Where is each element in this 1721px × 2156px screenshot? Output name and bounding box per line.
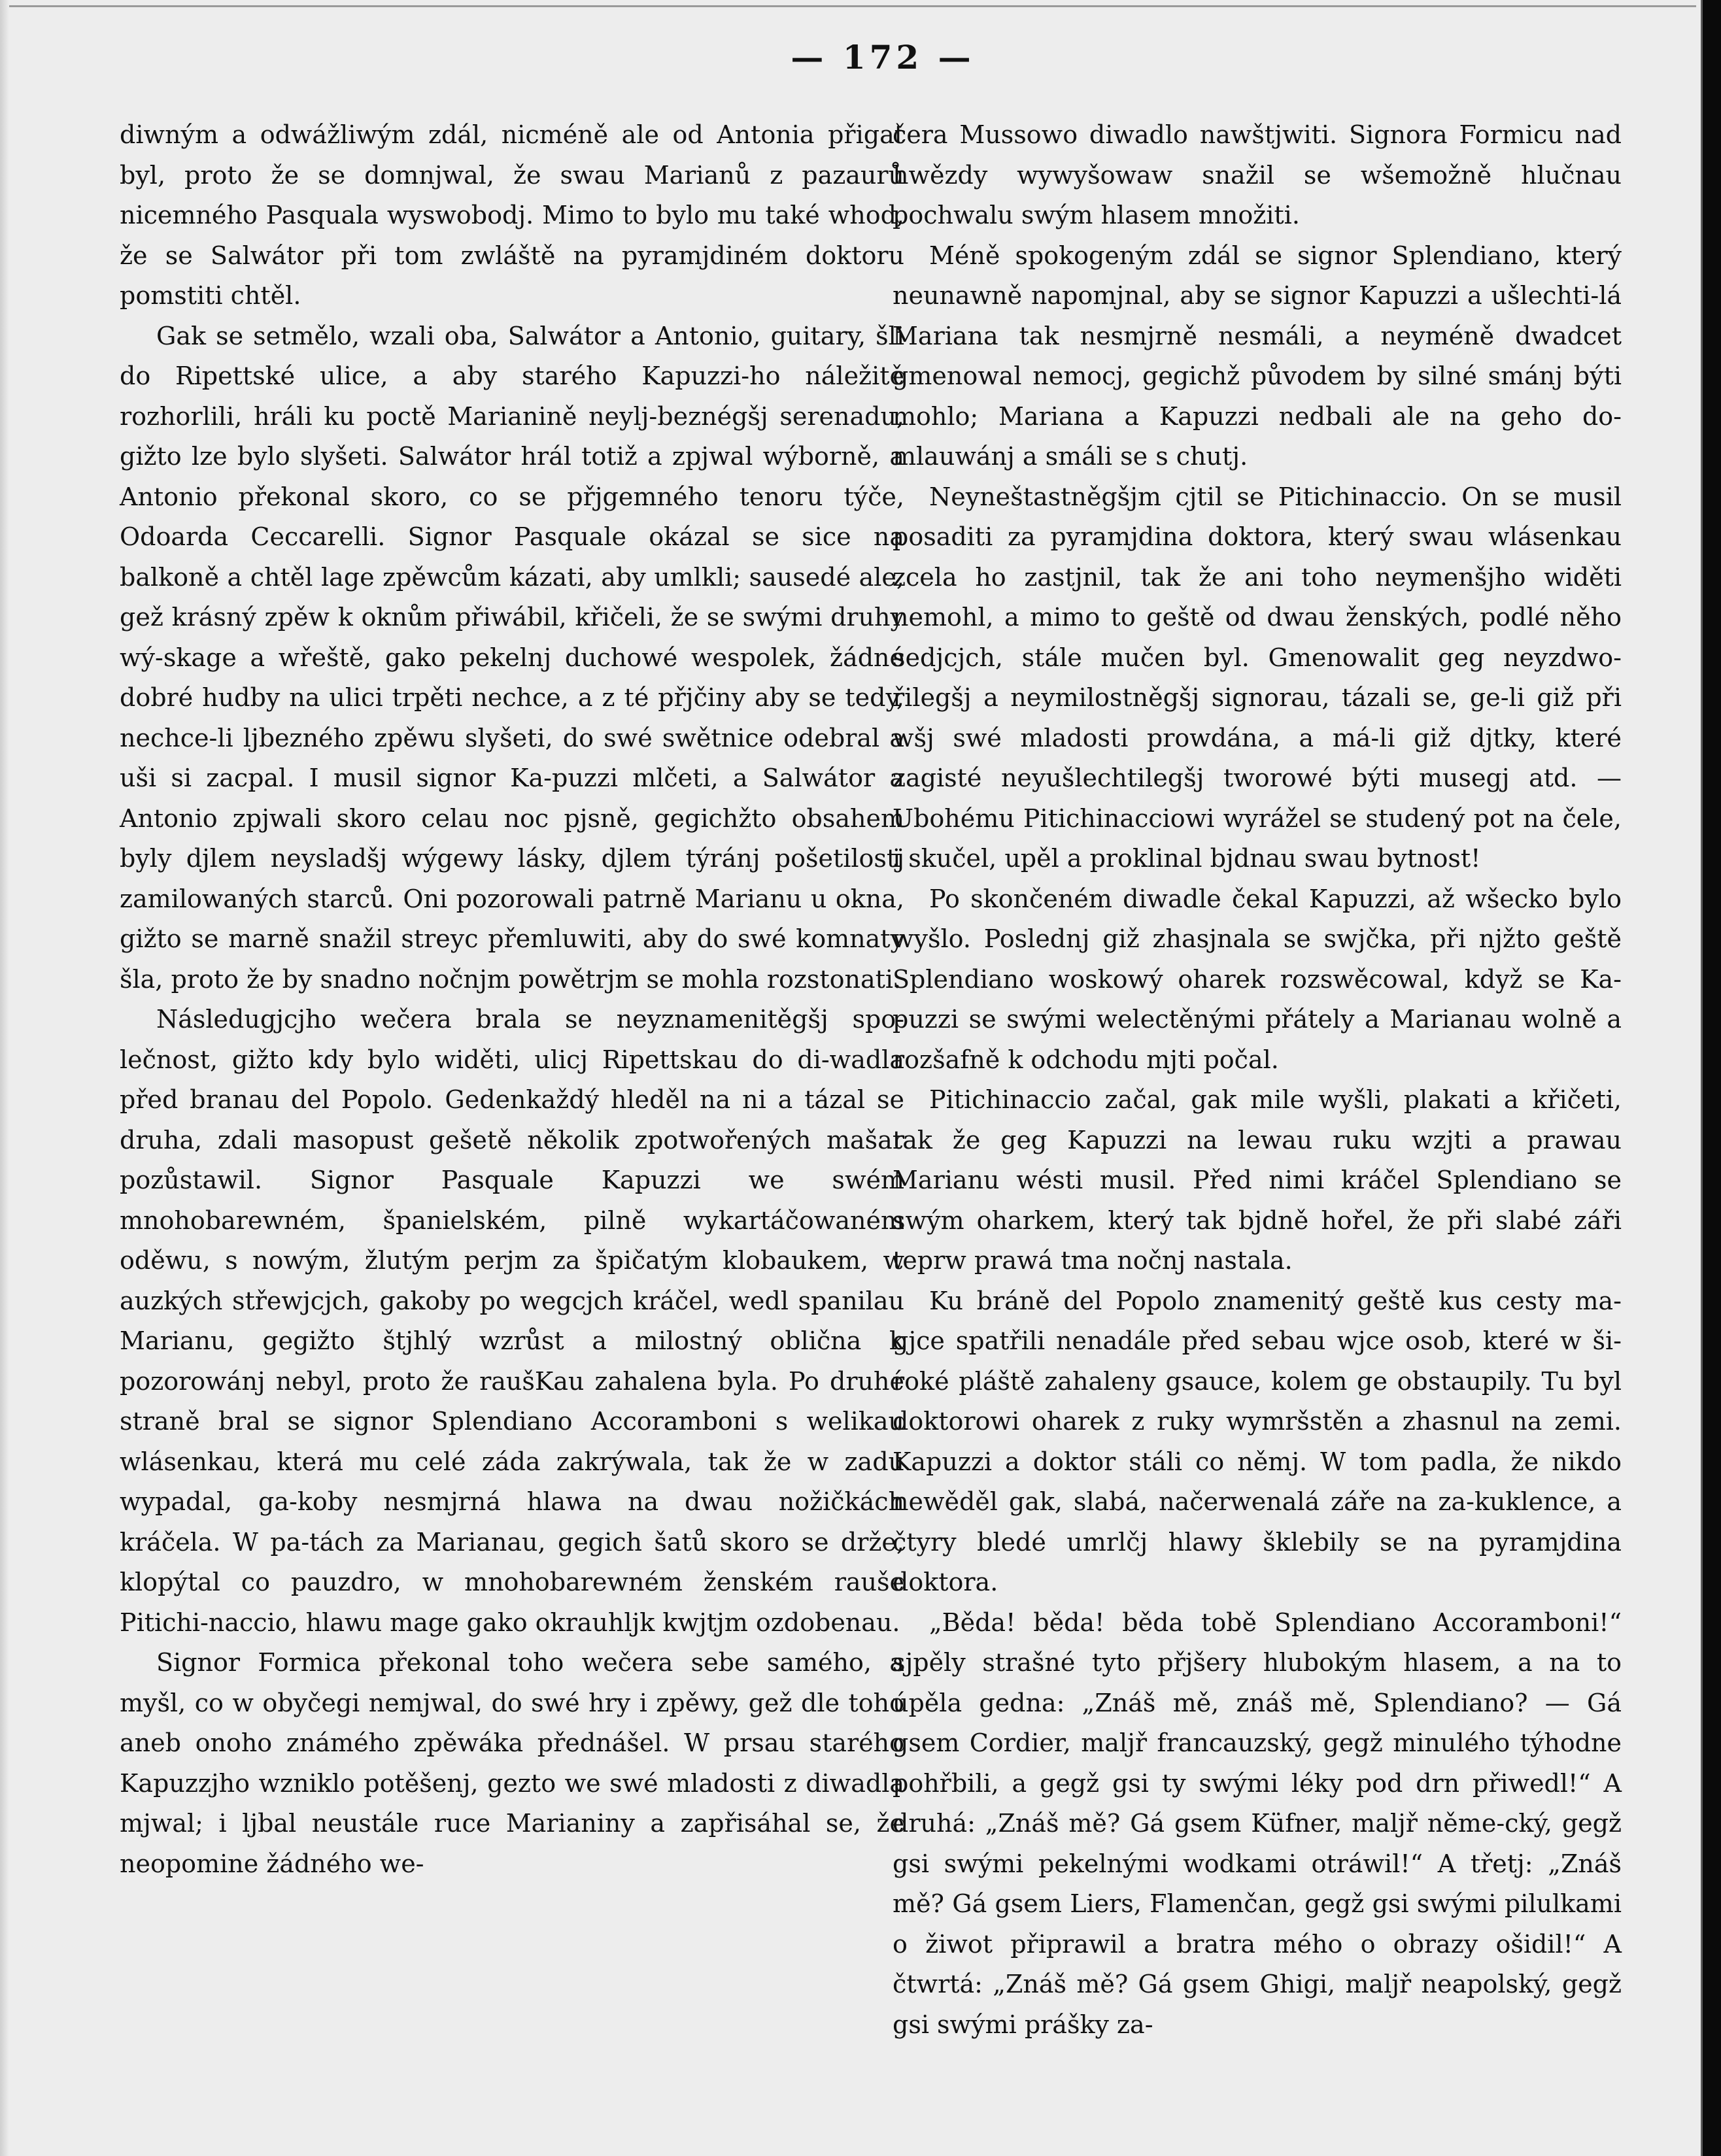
binding-edge bbox=[0, 0, 9, 2156]
paragraph: diwným a odwážliwým zdál, nicméně ale od Antonia přigat byl, proto že se domnjwal, že swau Marianů z pazaurů nicemného Pasquala wyswobodj. Mimo to bylo mu také whod, že se Salwátor při tom zwláště na pyramjdiném doktoru pomstiti chtěl. bbox=[120, 120, 904, 310]
paragraph: Gak se setmělo, wzali oba, Salwátor a Antonio, guitary, šli do Ripettské ulice, a aby starého Kapuzzi-ho náležitě rozhorlili, hráli ku poctě Marianině neylj-beznégšj serenadu, gižto lze bylo slyšeti. Salwátor hrál totiž a zpjwal wýborně, a Antonio překonal skoro, co se přjgemného tenoru týče, Odoarda Ceccarelli. Signor Pasquale okázal se sice na balkoně a chtěl lage zpěwcům kázati, aby umlkli; sausedé ale, gež krásný zpěw k oknům přiwábil, křičeli, že se swými druhy wý-skage a wřeště, gako pekelnj duchowé wespolek, žádné dobré hudby na ulici trpěti nechce, a z té přjčiny aby se tedy, nechce-li ljbezného zpěwu slyšeti, do swé swětnice odebral a uši si zacpal. I musil signor Ka-puzzi mlčeti, a Salwátor a Antonio zpjwali skoro celau noc pjsně, gegichžto obsahem byly djlem neysladšj wýgewy lásky, djlem týránj pošetilostj zamilowaných starců. Oni pozorowali patrně Marianu u okna, gižto se marně snažil streyc přemluwiti, aby do swé komnaty šla, proto že by snadno nočnjm powětrjm se mohla rozstonati. bbox=[120, 321, 904, 994]
paragraph: Signor Formica překonal toho wečera sebe samého, a myšl, co w obyčegi nemjwal, do swé hry i zpěwy, gež dle toho aneb onoho známého zpěwáka přednášel. W prsau starého Kapuzzjho wzniklo potěšenj, gezto we swé mladosti z diwadla mjwal; i ljbal neustále ruce Marianiny a zapřisáhal se, že neopomine žádného we- bbox=[120, 1648, 904, 1878]
right-column bbox=[893, 115, 1622, 2045]
paragraph: „Běda! běda! běda tobě Splendiano Accoramboni!“ sjpěly strašné tyto přjšery hlubokým hlasem, a na to úpěla gedna: „Znáš mě, znáš mě, Splendiano? — Gá gsem Cordier, maljř francauzský, gegž minulého týhodne pohřbili, a gegž gsi ty swými léky pod drn přiwedl!“ A druhá: „Znáš mě? Gá gsem Küfner, maljř něme-cký, gegž gsi swými pekelnými wodkami otráwil!“ A třetj: „Znáš mě? Gá gsem Liers, Flamenčan, gegž gsi swými pilulkami o žiwot připrawil a bratra mého o obrazy ošidil!“ A čtwrtá: „Znáš mě? Gá gsem Ghigi, maljř neapolský, gegž gsi swými prášky za- bbox=[893, 1608, 1622, 2039]
page-number: — 172 — bbox=[791, 38, 975, 76]
paragraph: Po skončeném diwadle čekal Kapuzzi, až wšecko bylo wyšlo. Poslednj giž zhasjnala se swjčka, při njžto geště Splendiano woskowý oharek rozswěcowal, když se Ka-puzzi se swými welectěnými přátely a Marianau wolně a rozšafně k odchodu mjti počal. bbox=[893, 884, 1622, 1074]
paragraph: Neyneštastněgšjm cjtil se Pitichinaccio. On se musil posaditi za pyramjdina doktora, který swau wlásenkau zcela ho zastjnil, tak že ani toho neymenšjho widěti nemohl, a mimo to geště od dwau ženských, podlé něho sedjcjch, stále mučen byl. Gmenowalit geg neyzdwo-řilegšj a neymilostněgšj signorau, tázali se, ge-li giž při wšj swé mladosti prowdána, a má-li giž djtky, které zagisté neyušlechtilegšj tworowé býti musegj atd. — Ubohému Pitichinacciowi wyrážel se studený pot na čele, i skučel, upěl a proklinal bjdnau swau bytnost! bbox=[893, 482, 1622, 873]
paragraph: Méně spokogeným zdál se signor Splendiano, který neunawně napomjnal, aby se signor Kapuzzi a ušlechti-lá Mariana tak nesmjrně nesmáli, a neyméně dwadcet gmenowal nemocj, gegichž původem by silné smánj býti mohlo; Mariana a Kapuzzi nedbali ale na geho do-mlauwánj a smáli se s chutj. bbox=[893, 241, 1622, 471]
paragraph: čera Mussowo diwadlo nawštjwiti. Signora Formicu nad hwězdy wywyšowaw snažil se wšemožně hlučnau pochwalu swým hlasem množiti. bbox=[893, 120, 1622, 229]
paragraph: Ku bráně del Popolo znamenitý geště kus cesty ma-gjce spatřili nenadále před sebau wjce osob, které w ši-roké pláště zahaleny gsauce, kolem ge obstaupily. Tu byl doktorowi oharek z ruky wymršstěn a zhasnul na zemi. Kapuzzi a doktor stáli co němj. W tom padla, že nikdo newěděl gak, slabá, načerwenalá záře na za-kuklence, a čtyry bledé umrlčj hlawy šklebily se na pyramjdina doktora. bbox=[893, 1286, 1622, 1596]
paragraph: Pitichinaccio začal, gak mile wyšli, plakati a křičeti, tak že geg Kapuzzi na lewau ruku wzjti a prawau Marianu wésti musil. Před nimi kráčel Splendiano se swým oharkem, který tak bjdně hořel, že při slabé záři teprw prawá tma nočnj nastala. bbox=[893, 1085, 1622, 1275]
left-column bbox=[120, 115, 904, 1884]
top-edge-rule bbox=[9, 5, 1696, 7]
paragraph: Následugjcjho wečera brala se neyznamenitěgšj spo-lečnost, gižto kdy bylo widěti, ulicj Ripettskau do di-wadla před branau del Popolo. Gedenkaždý hleděl na ni a tázal se druha, zdali masopust gešetě několik zpotwořených mašar pozůstawil. Signor Pasquale Kapuzzi we swém mnohobarewném, španielském, pilně wykartáčowaném oděwu, s nowým, žlutým perjm za špičatým klobaukem, w auzkých střewjcjch, gakoby po wegcjch kráčel, wedl spanilau Marianu, gegižto štjhlý wzrůst a milostný oblična k pozorowánj nebyl, proto že raušKau zahalena byla. Po druhé straně bral se signor Splendiano Accoramboni s welikau wlásenkau, která mu celé záda zakrýwala, tak že w zadu wypadal, ga-koby nesmjrná hlawa na dwau nožičkách kráčela. W pa-tách za Marianau, gegich šatů skoro se drže, klopýtal co pauzdro, w mnohobarewném ženském rauše Pitichi-naccio, hlawu mage gako okrauhljk kwjtjm ozdobenau. bbox=[120, 1005, 904, 1637]
